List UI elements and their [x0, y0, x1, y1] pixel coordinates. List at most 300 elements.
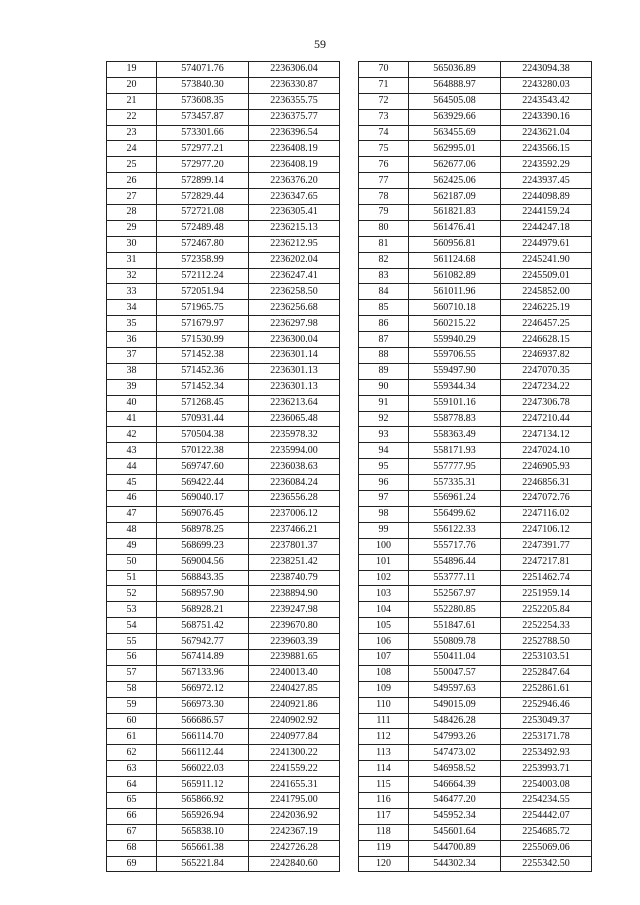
- table-row: [107, 808, 340, 824]
- x-coordinate-cell: 546664.39: [409, 777, 501, 793]
- point-number-cell: 75: [359, 141, 409, 157]
- x-coordinate-cell: 558171.93: [409, 443, 501, 459]
- x-coordinate-cell: 552280.85: [409, 602, 501, 618]
- table-row: [359, 379, 592, 395]
- y-coordinate-cell: 2237006.12: [249, 506, 340, 522]
- coordinate-table-right: [358, 61, 592, 872]
- table-row: [359, 62, 592, 78]
- point-number-cell: 103: [359, 586, 409, 602]
- x-coordinate-cell: 572977.20: [157, 157, 249, 173]
- table-row: [359, 522, 592, 538]
- x-coordinate-cell: 565221.84: [157, 856, 249, 872]
- table-row: [359, 205, 592, 221]
- table-row: [107, 157, 340, 173]
- table-row: [107, 62, 340, 78]
- point-number-cell: 116: [359, 792, 409, 808]
- y-coordinate-cell: 2236065.48: [249, 411, 340, 427]
- point-number-cell: 92: [359, 411, 409, 427]
- y-coordinate-cell: 2246457.25: [501, 316, 592, 332]
- table-row: [359, 713, 592, 729]
- table-row: [359, 792, 592, 808]
- x-coordinate-cell: 571452.36: [157, 363, 249, 379]
- point-number-cell: 114: [359, 761, 409, 777]
- table-row: [107, 713, 340, 729]
- table-row: [107, 777, 340, 793]
- table-row: [359, 506, 592, 522]
- point-number-cell: 120: [359, 856, 409, 872]
- table-row: [359, 300, 592, 316]
- y-coordinate-cell: 2236202.04: [249, 252, 340, 268]
- y-coordinate-cell: 2247134.12: [501, 427, 592, 443]
- x-coordinate-cell: 570931.44: [157, 411, 249, 427]
- point-number-cell: 39: [107, 379, 157, 395]
- table-row: [359, 538, 592, 554]
- table-row: [359, 665, 592, 681]
- table-row: [107, 348, 340, 364]
- point-number-cell: 117: [359, 808, 409, 824]
- table-row: [107, 697, 340, 713]
- point-number-cell: 64: [107, 777, 157, 793]
- y-coordinate-cell: 2252946.46: [501, 697, 592, 713]
- y-coordinate-cell: 2235994.00: [249, 443, 340, 459]
- x-coordinate-cell: 545952.34: [409, 808, 501, 824]
- table-row: [107, 332, 340, 348]
- table-row: [107, 745, 340, 761]
- x-coordinate-cell: 572358.99: [157, 252, 249, 268]
- x-coordinate-cell: 566972.12: [157, 681, 249, 697]
- y-coordinate-cell: 2247106.12: [501, 522, 592, 538]
- point-number-cell: 27: [107, 189, 157, 205]
- point-number-cell: 50: [107, 554, 157, 570]
- x-coordinate-cell: 571452.38: [157, 348, 249, 364]
- point-number-cell: 42: [107, 427, 157, 443]
- x-coordinate-cell: 570504.38: [157, 427, 249, 443]
- table-row: [107, 109, 340, 125]
- x-coordinate-cell: 566973.30: [157, 697, 249, 713]
- point-number-cell: 68: [107, 840, 157, 856]
- point-number-cell: 98: [359, 506, 409, 522]
- x-coordinate-cell: 556961.24: [409, 491, 501, 507]
- point-number-cell: 56: [107, 649, 157, 665]
- point-number-cell: 108: [359, 665, 409, 681]
- x-coordinate-cell: 561476.41: [409, 220, 501, 236]
- y-coordinate-cell: 2242840.60: [249, 856, 340, 872]
- table-row: [359, 602, 592, 618]
- y-coordinate-cell: 2235978.32: [249, 427, 340, 443]
- y-coordinate-cell: 2246905.93: [501, 459, 592, 475]
- table-row: [107, 729, 340, 745]
- table-row: [107, 491, 340, 507]
- y-coordinate-cell: 2247217.81: [501, 554, 592, 570]
- y-coordinate-cell: 2251959.14: [501, 586, 592, 602]
- point-number-cell: 67: [107, 824, 157, 840]
- x-coordinate-cell: 569040.17: [157, 491, 249, 507]
- x-coordinate-cell: 555717.76: [409, 538, 501, 554]
- x-coordinate-cell: 566114.70: [157, 729, 249, 745]
- y-coordinate-cell: 2236347.65: [249, 189, 340, 205]
- y-coordinate-cell: 2244098.89: [501, 189, 592, 205]
- point-number-cell: 105: [359, 618, 409, 634]
- y-coordinate-cell: 2238251.42: [249, 554, 340, 570]
- y-coordinate-cell: 2243543.42: [501, 93, 592, 109]
- y-coordinate-cell: 2243280.03: [501, 77, 592, 93]
- table-row: [107, 824, 340, 840]
- x-coordinate-cell: 569422.44: [157, 475, 249, 491]
- x-coordinate-cell: 568751.42: [157, 618, 249, 634]
- table-row: [107, 316, 340, 332]
- x-coordinate-cell: 559101.16: [409, 395, 501, 411]
- y-coordinate-cell: 2246225.19: [501, 300, 592, 316]
- table-row: [107, 554, 340, 570]
- point-number-cell: 49: [107, 538, 157, 554]
- y-coordinate-cell: 2236084.24: [249, 475, 340, 491]
- x-coordinate-cell: 563455.69: [409, 125, 501, 141]
- point-number-cell: 90: [359, 379, 409, 395]
- table-row: [359, 395, 592, 411]
- point-number-cell: 57: [107, 665, 157, 681]
- x-coordinate-cell: 572977.21: [157, 141, 249, 157]
- table-row: [359, 745, 592, 761]
- point-number-cell: 106: [359, 634, 409, 650]
- point-number-cell: 34: [107, 300, 157, 316]
- x-coordinate-cell: 546477.20: [409, 792, 501, 808]
- table-row: [107, 284, 340, 300]
- table-row: [107, 443, 340, 459]
- point-number-cell: 119: [359, 840, 409, 856]
- point-number-cell: 77: [359, 173, 409, 189]
- x-coordinate-cell: 550047.57: [409, 665, 501, 681]
- point-number-cell: 96: [359, 475, 409, 491]
- x-coordinate-cell: 572899.14: [157, 173, 249, 189]
- table-row: [107, 681, 340, 697]
- x-coordinate-cell: 572467.80: [157, 236, 249, 252]
- table-row: [359, 443, 592, 459]
- y-coordinate-cell: 2239670.80: [249, 618, 340, 634]
- point-number-cell: 59: [107, 697, 157, 713]
- x-coordinate-cell: 569747.60: [157, 459, 249, 475]
- table-row: [359, 173, 592, 189]
- y-coordinate-cell: 2236375.77: [249, 109, 340, 125]
- point-number-cell: 112: [359, 729, 409, 745]
- y-coordinate-cell: 2237801.37: [249, 538, 340, 554]
- table-row: [359, 570, 592, 586]
- y-coordinate-cell: 2236258.50: [249, 284, 340, 300]
- point-number-cell: 99: [359, 522, 409, 538]
- table-row: [107, 77, 340, 93]
- x-coordinate-cell: 560710.18: [409, 300, 501, 316]
- y-coordinate-cell: 2247234.22: [501, 379, 592, 395]
- y-coordinate-cell: 2245509.01: [501, 268, 592, 284]
- x-coordinate-cell: 569004.56: [157, 554, 249, 570]
- y-coordinate-cell: 2255342.50: [501, 856, 592, 872]
- x-coordinate-cell: 562677.06: [409, 157, 501, 173]
- x-coordinate-cell: 561124.68: [409, 252, 501, 268]
- y-coordinate-cell: 2241655.31: [249, 777, 340, 793]
- x-coordinate-cell: 550411.04: [409, 649, 501, 665]
- table-row: [359, 840, 592, 856]
- table-row: [359, 475, 592, 491]
- table-row: [107, 189, 340, 205]
- point-number-cell: 25: [107, 157, 157, 173]
- point-number-cell: 78: [359, 189, 409, 205]
- x-coordinate-cell: 571530.99: [157, 332, 249, 348]
- x-coordinate-cell: 567133.96: [157, 665, 249, 681]
- table-row: [359, 332, 592, 348]
- point-number-cell: 29: [107, 220, 157, 236]
- point-number-cell: 46: [107, 491, 157, 507]
- point-number-cell: 76: [359, 157, 409, 173]
- point-number-cell: 35: [107, 316, 157, 332]
- y-coordinate-cell: 2238740.79: [249, 570, 340, 586]
- table-row: [359, 427, 592, 443]
- point-number-cell: 70: [359, 62, 409, 78]
- x-coordinate-cell: 563929.66: [409, 109, 501, 125]
- y-coordinate-cell: 2252788.50: [501, 634, 592, 650]
- table-row: [359, 586, 592, 602]
- x-coordinate-cell: 572489.48: [157, 220, 249, 236]
- x-coordinate-cell: 573608.35: [157, 93, 249, 109]
- y-coordinate-cell: 2236213.64: [249, 395, 340, 411]
- y-coordinate-cell: 2239247.98: [249, 602, 340, 618]
- table-row: [359, 93, 592, 109]
- point-number-cell: 51: [107, 570, 157, 586]
- point-number-cell: 97: [359, 491, 409, 507]
- table-row: [359, 554, 592, 570]
- table-row: [107, 792, 340, 808]
- y-coordinate-cell: 2253049.37: [501, 713, 592, 729]
- table-row: [359, 697, 592, 713]
- y-coordinate-cell: 2236301.13: [249, 379, 340, 395]
- point-number-cell: 73: [359, 109, 409, 125]
- point-number-cell: 33: [107, 284, 157, 300]
- y-coordinate-cell: 2240977.84: [249, 729, 340, 745]
- point-number-cell: 43: [107, 443, 157, 459]
- y-coordinate-cell: 2236301.14: [249, 348, 340, 364]
- y-coordinate-cell: 2247116.02: [501, 506, 592, 522]
- x-coordinate-cell: 557777.95: [409, 459, 501, 475]
- x-coordinate-cell: 549597.63: [409, 681, 501, 697]
- x-coordinate-cell: 557335.31: [409, 475, 501, 491]
- point-number-cell: 20: [107, 77, 157, 93]
- point-number-cell: 28: [107, 205, 157, 221]
- y-coordinate-cell: 2243592.29: [501, 157, 592, 173]
- y-coordinate-cell: 2251462.74: [501, 570, 592, 586]
- table-row: [359, 284, 592, 300]
- x-coordinate-cell: 547993.26: [409, 729, 501, 745]
- x-coordinate-cell: 566686.57: [157, 713, 249, 729]
- x-coordinate-cell: 552567.97: [409, 586, 501, 602]
- x-coordinate-cell: 571965.75: [157, 300, 249, 316]
- point-number-cell: 118: [359, 824, 409, 840]
- point-number-cell: 102: [359, 570, 409, 586]
- y-coordinate-cell: 2247072.76: [501, 491, 592, 507]
- point-number-cell: 74: [359, 125, 409, 141]
- table-row: [359, 189, 592, 205]
- point-number-cell: 30: [107, 236, 157, 252]
- point-number-cell: 24: [107, 141, 157, 157]
- point-number-cell: 36: [107, 332, 157, 348]
- x-coordinate-cell: 570122.38: [157, 443, 249, 459]
- table-row: [107, 586, 340, 602]
- point-number-cell: 62: [107, 745, 157, 761]
- x-coordinate-cell: 573840.30: [157, 77, 249, 93]
- x-coordinate-cell: 561011.96: [409, 284, 501, 300]
- y-coordinate-cell: 2241559.22: [249, 761, 340, 777]
- point-number-cell: 85: [359, 300, 409, 316]
- y-coordinate-cell: 2236330.87: [249, 77, 340, 93]
- y-coordinate-cell: 2255069.06: [501, 840, 592, 856]
- table-row: [359, 236, 592, 252]
- x-coordinate-cell: 565866.92: [157, 792, 249, 808]
- y-coordinate-cell: 2245852.00: [501, 284, 592, 300]
- table-row: [359, 777, 592, 793]
- x-coordinate-cell: 562995.01: [409, 141, 501, 157]
- point-number-cell: 22: [107, 109, 157, 125]
- table-row: [107, 205, 340, 221]
- point-number-cell: 104: [359, 602, 409, 618]
- x-coordinate-cell: 565036.89: [409, 62, 501, 78]
- table-row: [107, 570, 340, 586]
- y-coordinate-cell: 2245241.90: [501, 252, 592, 268]
- y-coordinate-cell: 2240902.92: [249, 713, 340, 729]
- y-coordinate-cell: 2236305.41: [249, 205, 340, 221]
- point-number-cell: 61: [107, 729, 157, 745]
- table-row: [359, 649, 592, 665]
- point-number-cell: 52: [107, 586, 157, 602]
- table-row: [107, 363, 340, 379]
- table-row: [359, 761, 592, 777]
- y-coordinate-cell: 2240921.86: [249, 697, 340, 713]
- y-coordinate-cell: 2252205.84: [501, 602, 592, 618]
- y-coordinate-cell: 2247024.10: [501, 443, 592, 459]
- point-number-cell: 91: [359, 395, 409, 411]
- table-row: [359, 618, 592, 634]
- y-coordinate-cell: 2254442.07: [501, 808, 592, 824]
- y-coordinate-cell: 2240013.40: [249, 665, 340, 681]
- x-coordinate-cell: 571268.45: [157, 395, 249, 411]
- table-row: [107, 141, 340, 157]
- table-row: [359, 268, 592, 284]
- y-coordinate-cell: 2241300.22: [249, 745, 340, 761]
- table-row: [359, 808, 592, 824]
- y-coordinate-cell: 2242036.92: [249, 808, 340, 824]
- y-coordinate-cell: 2246937.82: [501, 348, 592, 364]
- y-coordinate-cell: 2243621.04: [501, 125, 592, 141]
- x-coordinate-cell: 560956.81: [409, 236, 501, 252]
- x-coordinate-cell: 568843.35: [157, 570, 249, 586]
- x-coordinate-cell: 567414.89: [157, 649, 249, 665]
- table-row: [359, 363, 592, 379]
- y-coordinate-cell: 2247306.78: [501, 395, 592, 411]
- point-number-cell: 55: [107, 634, 157, 650]
- table-row: [359, 109, 592, 125]
- x-coordinate-cell: 560215.22: [409, 316, 501, 332]
- point-number-cell: 48: [107, 522, 157, 538]
- x-coordinate-cell: 548426.28: [409, 713, 501, 729]
- table-row: [359, 316, 592, 332]
- x-coordinate-cell: 559940.29: [409, 332, 501, 348]
- table-row: [359, 824, 592, 840]
- table-row: [107, 538, 340, 554]
- y-coordinate-cell: 2236396.54: [249, 125, 340, 141]
- y-coordinate-cell: 2246856.31: [501, 475, 592, 491]
- x-coordinate-cell: 544700.89: [409, 840, 501, 856]
- y-coordinate-cell: 2236355.75: [249, 93, 340, 109]
- y-coordinate-cell: 2236306.04: [249, 62, 340, 78]
- table-row: [107, 125, 340, 141]
- y-coordinate-cell: 2240427.85: [249, 681, 340, 697]
- x-coordinate-cell: 553777.11: [409, 570, 501, 586]
- y-coordinate-cell: 2239881.65: [249, 649, 340, 665]
- y-coordinate-cell: 2242367.19: [249, 824, 340, 840]
- point-number-cell: 23: [107, 125, 157, 141]
- y-coordinate-cell: 2236038.63: [249, 459, 340, 475]
- table-row: [359, 220, 592, 236]
- x-coordinate-cell: 568957.90: [157, 586, 249, 602]
- x-coordinate-cell: 573457.87: [157, 109, 249, 125]
- table-row: [107, 840, 340, 856]
- x-coordinate-cell: 569076.45: [157, 506, 249, 522]
- point-number-cell: 88: [359, 348, 409, 364]
- table-row: [107, 300, 340, 316]
- y-coordinate-cell: 2236215.13: [249, 220, 340, 236]
- y-coordinate-cell: 2236301.13: [249, 363, 340, 379]
- point-number-cell: 84: [359, 284, 409, 300]
- table-row: [359, 856, 592, 872]
- x-coordinate-cell: 554896.44: [409, 554, 501, 570]
- point-number-cell: 60: [107, 713, 157, 729]
- y-coordinate-cell: 2236212.95: [249, 236, 340, 252]
- x-coordinate-cell: 568928.21: [157, 602, 249, 618]
- x-coordinate-cell: 572721.08: [157, 205, 249, 221]
- point-number-cell: 111: [359, 713, 409, 729]
- table-row: [107, 522, 340, 538]
- x-coordinate-cell: 566022.03: [157, 761, 249, 777]
- x-coordinate-cell: 559344.34: [409, 379, 501, 395]
- x-coordinate-cell: 565911.12: [157, 777, 249, 793]
- x-coordinate-cell: 549015.09: [409, 697, 501, 713]
- y-coordinate-cell: 2252254.33: [501, 618, 592, 634]
- table-row: [359, 141, 592, 157]
- y-coordinate-cell: 2246628.15: [501, 332, 592, 348]
- point-number-cell: 21: [107, 93, 157, 109]
- table-row: [107, 220, 340, 236]
- x-coordinate-cell: 564505.08: [409, 93, 501, 109]
- x-coordinate-cell: 574071.76: [157, 62, 249, 78]
- x-coordinate-cell: 550809.78: [409, 634, 501, 650]
- x-coordinate-cell: 564888.97: [409, 77, 501, 93]
- y-coordinate-cell: 2236297.98: [249, 316, 340, 332]
- point-number-cell: 47: [107, 506, 157, 522]
- x-coordinate-cell: 558363.49: [409, 427, 501, 443]
- y-coordinate-cell: 2254234.55: [501, 792, 592, 808]
- table-row: [107, 173, 340, 189]
- y-coordinate-cell: 2238894.90: [249, 586, 340, 602]
- table-row: [359, 348, 592, 364]
- x-coordinate-cell: 551847.61: [409, 618, 501, 634]
- y-coordinate-cell: 2244247.18: [501, 220, 592, 236]
- table-row: [107, 395, 340, 411]
- x-coordinate-cell: 565926.94: [157, 808, 249, 824]
- table-row: [107, 602, 340, 618]
- x-coordinate-cell: 567942.77: [157, 634, 249, 650]
- table-row: [107, 252, 340, 268]
- y-coordinate-cell: 2252847.64: [501, 665, 592, 681]
- table-row: [359, 729, 592, 745]
- table-row: [359, 411, 592, 427]
- x-coordinate-cell: 572112.24: [157, 268, 249, 284]
- y-coordinate-cell: 2236256.68: [249, 300, 340, 316]
